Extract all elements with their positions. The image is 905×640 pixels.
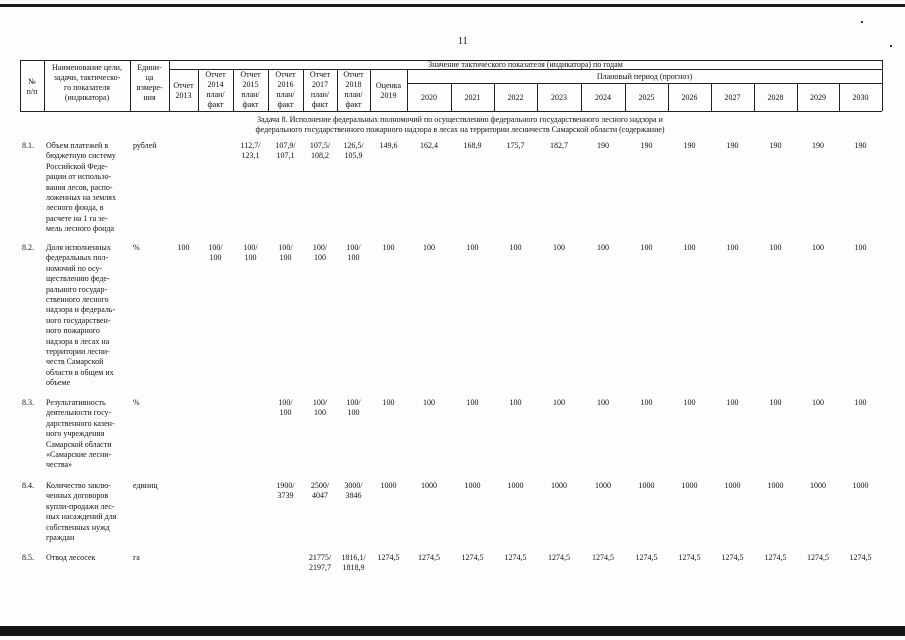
value-cell: 1274,5 bbox=[548, 553, 570, 562]
value-cell: 1000 bbox=[724, 481, 741, 490]
value-cell: 1816,1/ 1818,9 bbox=[341, 553, 366, 572]
value-cell: 1000 bbox=[421, 481, 437, 490]
value-cell: 100/ 100 bbox=[278, 398, 293, 417]
value-cell: 107,5/ 108,2 bbox=[309, 141, 331, 160]
value-cell: 100 bbox=[683, 243, 696, 252]
header-plan-year: 2028 bbox=[767, 93, 784, 102]
header-report-col: Отчет 2018 план/ факт bbox=[343, 70, 364, 109]
value-cell: 1274,5 bbox=[678, 553, 701, 562]
value-cell: 1274,5 bbox=[635, 553, 658, 562]
value-cell: 100 bbox=[423, 243, 435, 252]
value-cell: 1274,5 bbox=[721, 553, 744, 562]
header-plan-year: 2027 bbox=[724, 93, 741, 102]
row-number: 8.5. bbox=[22, 553, 34, 562]
scan-top-edge bbox=[0, 4, 905, 7]
value-cell: 100 bbox=[509, 398, 522, 407]
header-report-col: Оценка 2019 bbox=[375, 81, 402, 100]
value-cell: 190 bbox=[726, 141, 739, 150]
value-cell: 190 bbox=[597, 141, 609, 150]
header-group-title: Значение тактического показателя (индикатора) по годам bbox=[428, 60, 623, 69]
value-cell: 190 bbox=[683, 141, 696, 150]
value-cell: 190 bbox=[812, 141, 824, 150]
header-report-col: Отчет 2015 план/ факт bbox=[240, 70, 261, 109]
header-plan-year: 2030 bbox=[852, 93, 869, 102]
value-cell: 162,4 bbox=[420, 141, 438, 150]
row-number: 8.3. bbox=[22, 398, 34, 407]
value-cell: 107,9/ 107,1 bbox=[275, 141, 296, 160]
value-cell: 100 bbox=[683, 398, 696, 407]
value-cell: 3000/ 3846 bbox=[344, 481, 363, 500]
header-plan-year: 2022 bbox=[507, 93, 524, 102]
header-report-col: Отчет 2016 план/ факт bbox=[275, 70, 296, 109]
value-cell: 1000 bbox=[380, 481, 397, 490]
value-cell: 100 bbox=[726, 243, 739, 252]
unit-of-measure: % bbox=[133, 398, 140, 407]
value-cell: 100/ 100 bbox=[243, 243, 258, 262]
header-plan-year: 2020 bbox=[421, 93, 437, 102]
value-cell: 190 bbox=[854, 141, 867, 150]
value-cell: 100 bbox=[640, 398, 653, 407]
value-cell: 112,7/ 123,1 bbox=[240, 141, 261, 160]
value-cell: 100/ 100 bbox=[278, 243, 293, 262]
row-number: 8.2. bbox=[22, 243, 34, 252]
header-plan-year: 2021 bbox=[464, 93, 481, 102]
indicator-name: Количество заклю- ченных договоров купли-продажи лес- ных насаждений для собственных нужд граждан bbox=[46, 481, 117, 543]
value-cell: 1274,5 bbox=[504, 553, 527, 562]
value-cell: 100 bbox=[466, 398, 479, 407]
indicator-name: Отвод лесосек bbox=[46, 553, 96, 562]
value-cell: 100 bbox=[854, 398, 867, 407]
scan-bottom-edge bbox=[0, 626, 905, 636]
value-cell: 100 bbox=[769, 243, 782, 252]
value-cell: 1000 bbox=[638, 481, 655, 490]
value-cell: 1274,5 bbox=[764, 553, 787, 562]
page-number: 11 bbox=[458, 36, 468, 47]
value-cell: 100/ 100 bbox=[312, 398, 328, 417]
value-cell: 100 bbox=[382, 243, 395, 252]
header-report-col: Отчет 2014 план/ факт bbox=[205, 70, 226, 109]
value-cell: 175,7 bbox=[506, 141, 525, 150]
header-plan-year: 2023 bbox=[551, 93, 567, 102]
header-report-col: Отчет 2017 план/ факт bbox=[309, 70, 331, 109]
header-plan-year: 2029 bbox=[810, 93, 826, 102]
unit-of-measure: га bbox=[133, 553, 140, 562]
value-cell: 1274,5 bbox=[849, 553, 872, 562]
value-cell: 100 bbox=[812, 398, 824, 407]
value-cell: 100/ 100 bbox=[312, 243, 328, 262]
value-cell: 1000 bbox=[810, 481, 826, 490]
value-cell: 1000 bbox=[767, 481, 784, 490]
header-plan-year: 2026 bbox=[681, 93, 698, 102]
value-cell: 100 bbox=[382, 398, 395, 407]
row-number: 8.1. bbox=[22, 141, 34, 150]
value-cell: 1274,5 bbox=[418, 553, 440, 562]
value-cell: 100 bbox=[854, 243, 867, 252]
value-cell: 1274,5 bbox=[807, 553, 829, 562]
header-plan-title: Плановый период (прогноз) bbox=[596, 72, 693, 81]
value-cell: 2500/ 4047 bbox=[310, 481, 330, 500]
value-cell: 182,7 bbox=[550, 141, 568, 150]
value-cell: 100 bbox=[597, 243, 609, 252]
header-num-col: № п/п bbox=[26, 77, 38, 96]
value-cell: 100 bbox=[553, 398, 565, 407]
header-report-col: Отчет 2013 bbox=[173, 81, 194, 100]
value-cell: 1000 bbox=[595, 481, 611, 490]
header-plan-year: 2024 bbox=[595, 93, 611, 102]
value-cell: 100/ 100 bbox=[346, 243, 361, 262]
task-title: Задача 8. Исполнение федеральных полномочий по осуществлению федерального государственного лесного надзора и федерального государственного пожарного надзора в лесах на территории лесничеств Самарской области (содержание) bbox=[255, 115, 665, 134]
value-cell: 100 bbox=[769, 398, 782, 407]
value-cell: 1000 bbox=[464, 481, 481, 490]
value-cell: 149,6 bbox=[379, 141, 398, 150]
value-cell: 100 bbox=[812, 243, 824, 252]
value-cell: 100 bbox=[423, 398, 435, 407]
scan-speck bbox=[861, 21, 863, 23]
value-cell: 168,9 bbox=[463, 141, 482, 150]
value-cell: 1274,5 bbox=[377, 553, 400, 562]
row-number: 8.4. bbox=[22, 481, 34, 490]
value-cell: 1000 bbox=[852, 481, 869, 490]
indicator-name: Доля исполненных федеральных пол- номочий по осу- ществлению феде- рального государ- ственного лесного надзора и федераль- ного государствен- ного пожарного надзора в лесах на территории лесни- честв Самарской области в общем их объеме bbox=[46, 243, 116, 388]
value-cell: 21775/ 2197,7 bbox=[308, 553, 332, 572]
value-cell: 100 bbox=[726, 398, 739, 407]
unit-of-measure: % bbox=[133, 243, 140, 252]
value-cell: 1274,5 bbox=[461, 553, 484, 562]
value-cell: 1274,5 bbox=[592, 553, 614, 562]
value-cell: 1000 bbox=[507, 481, 524, 490]
value-cell: 100 bbox=[640, 243, 653, 252]
value-cell: 100 bbox=[177, 243, 190, 252]
value-cell: 100 bbox=[597, 398, 609, 407]
value-cell: 100 bbox=[466, 243, 479, 252]
value-cell: 1000 bbox=[551, 481, 567, 490]
value-cell: 100/ 100 bbox=[346, 398, 361, 417]
value-cell: 190 bbox=[769, 141, 782, 150]
value-cell: 100/ 100 bbox=[208, 243, 223, 262]
scan-speck bbox=[890, 45, 892, 47]
value-cell: 1900/ 3739 bbox=[276, 481, 295, 500]
value-cell: 190 bbox=[640, 141, 653, 150]
value-cell: 100 bbox=[509, 243, 522, 252]
value-cell: 100 bbox=[553, 243, 565, 252]
unit-of-measure: рублей bbox=[133, 141, 157, 150]
header-unit-col: Едини- ца измере- ния bbox=[136, 63, 163, 102]
value-cell: 126,5/ 105,9 bbox=[343, 141, 364, 160]
unit-of-measure: единиц bbox=[133, 481, 158, 490]
header-plan-year: 2025 bbox=[638, 93, 655, 102]
indicator-name: Объем платежей в бюджетную систему Российской Феде- рации от использо- вания лесов, распо- ложенных на землях лесного фонда, в расчете на 1 га зе- мель лесного фонда bbox=[46, 141, 116, 234]
header-name-col: Наименование цели, задачи, тактическо- го показателя (индикатора) bbox=[52, 63, 122, 102]
value-cell: 1000 bbox=[681, 481, 698, 490]
indicator-name: Результативность деятельности госу- дарственного казен- ного учреждения Самарской области «Самарские лесни- чества» bbox=[46, 398, 115, 470]
